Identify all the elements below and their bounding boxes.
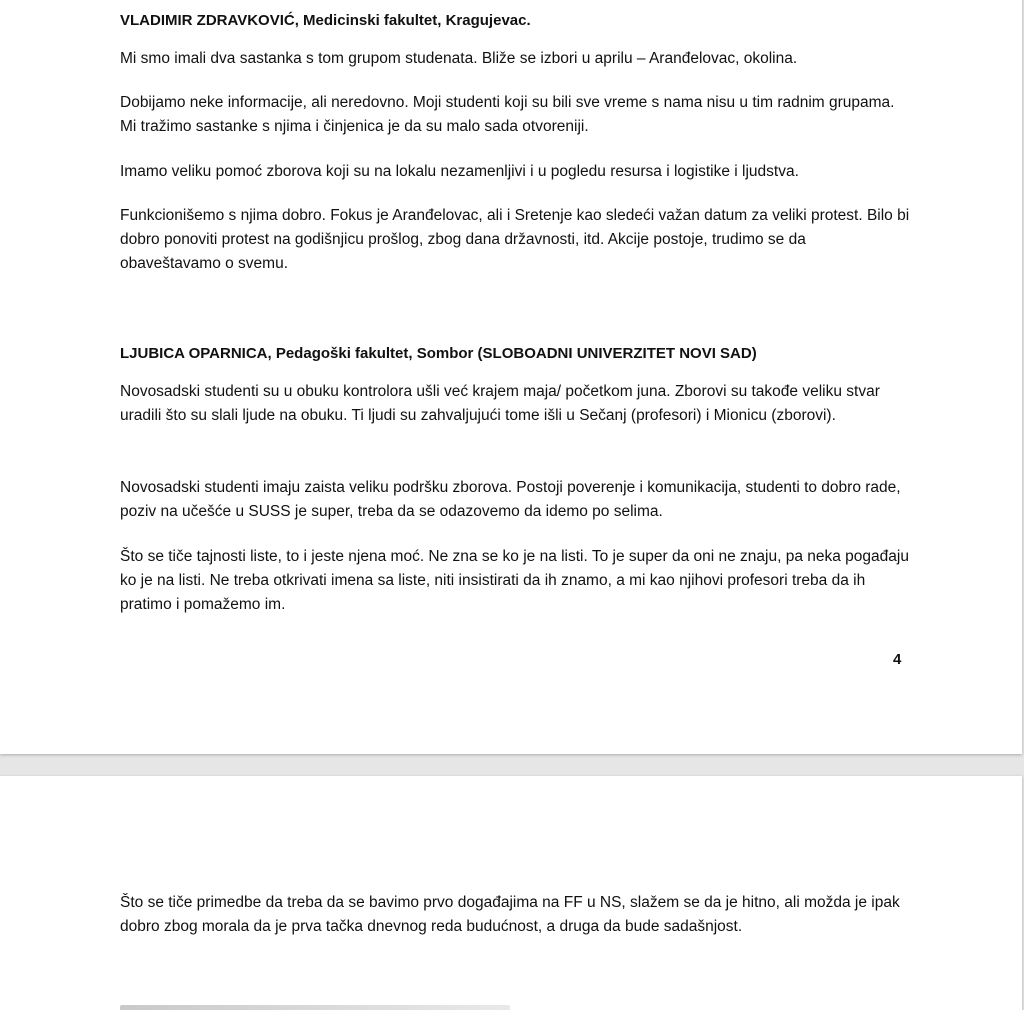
paragraph [120,476,910,524]
paragraph-text: Funkcionišemo s njima dobro. Fokus je Aranđelovac, ali i Sretenje kao sledeći važan datum za veliki protest. Bilo bi dobro ponoviti protest na godišnjicu prošlog, zbog dana državnosti, itd. Akcije postoje, trudimo se da obaveštavamo o svemu. [120,207,910,272]
cut-off-text-fragment [120,1005,510,1010]
speaker-heading: LJUBICA OPARNICA, Pedagoški fakultet, Sombor (SLOBOADNI UNIVERZITET NOVI SAD) [120,345,757,362]
page-number: 4 [893,651,902,668]
paragraph-text: Dobijamo neke informacije, ali neredovno. Moji studenti koji su bili sve vreme s nama nisu u tim radnim grupama. Mi tražimo sastanke s njima i činjenica je da su malo sada otvoreniji. [120,94,895,135]
paragraph-text: Što se tiče primedbe da treba da se bavimo prvo događajima na FF u NS, slažem se da je hitno, ali možda je ipak dobro zbog morala da je prva tačka dnevnog reda budućnost, a druga da bude sadašnjost. [120,894,900,935]
speaker-heading: VLADIMIR ZDRAVKOVIĆ, Medicinski fakultet, Kragujevac. [120,12,531,29]
cut-off-text-line [120,997,540,1010]
paragraph [120,204,910,276]
paragraph [120,891,910,939]
paragraph [120,91,910,139]
paragraph [120,160,910,184]
paragraph [120,47,910,71]
paragraph-text: Što se tiče tajnosti liste, to i jeste njena moć. Ne zna se ko je na listi. To je super da oni ne znaju, pa neka pogađaju ko je na listi. Ne treba otkrivati imena sa liste, niti insistirati da ih znamo, a mi kao njihovi profesori treba da ih pratimo i pomažemo im. [120,548,909,613]
document-page-next [0,776,1022,1010]
paragraph [120,380,910,428]
section-oparnica [120,342,910,366]
section-zdravkovic [120,9,910,33]
paragraph-text: Novosadski studenti su u obuku kontrolora ušli već krajem maja/ početkom juna. Zborovi su takođe veliku stvar uradili što su slali ljude na obuku. Ti ljudi su zahvaljujući tome išli u Sečanj (profesori) i Mionicu (zborovi). [120,383,880,424]
paragraph-text: Mi smo imali dva sastanka s tom grupom studenata. Bliže se izbori u aprilu – Aranđelovac, okolina. [120,50,798,67]
paragraph-text: Novosadski studenti imaju zaista veliku podršku zborova. Postoji poverenje i komunikacija, studenti to dobro rade, poziv na učešće u SUSS je super, treba da se odazovemo da idemo po selima. [120,479,901,520]
paragraph-text: Imamo veliku pomoć zborova koji su na lokalu nezamenljivi i u pogledu resursa i logistike i ljudstva. [120,163,799,180]
paragraph [120,545,910,617]
